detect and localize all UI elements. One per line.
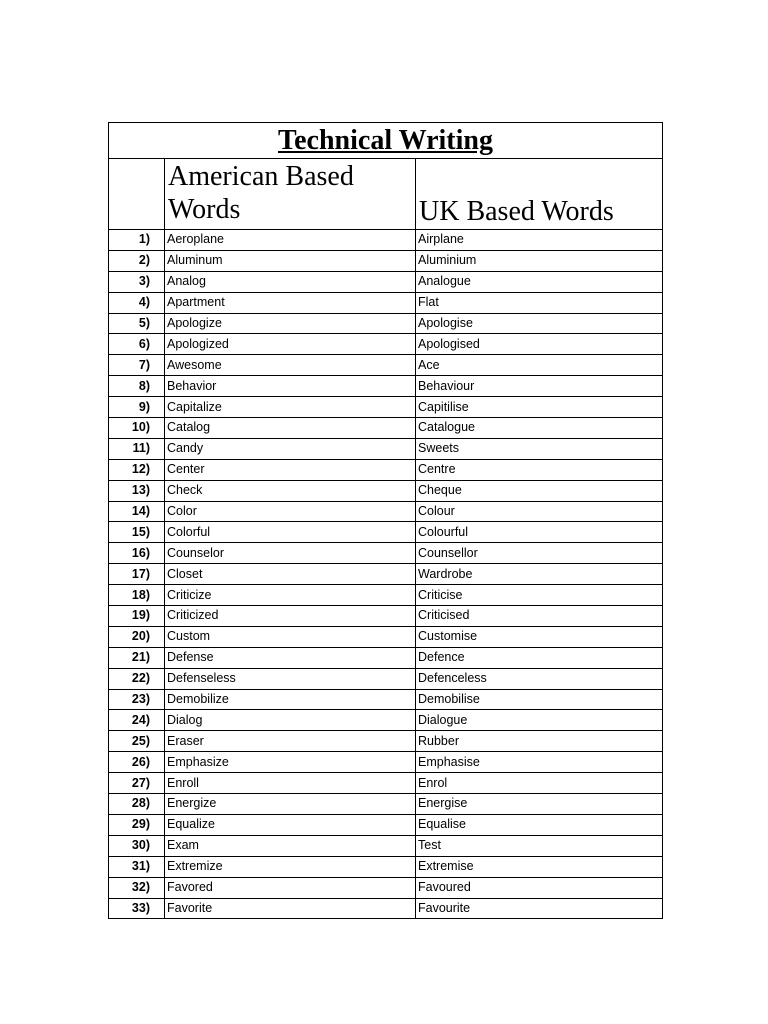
uk-word: Customise — [416, 626, 663, 647]
uk-word: Energise — [416, 794, 663, 815]
table-row — [109, 480, 663, 501]
table-row — [109, 710, 663, 731]
uk-word: Apologised — [416, 334, 663, 355]
row-number: 30) — [109, 835, 165, 856]
row-number: 28) — [109, 794, 165, 815]
uk-column-header: UK Based Words — [416, 159, 663, 230]
table-row — [109, 564, 663, 585]
american-word: Custom — [165, 626, 416, 647]
uk-word: Counsellor — [416, 543, 663, 564]
uk-word: Apologise — [416, 313, 663, 334]
american-word: Criticize — [165, 585, 416, 606]
uk-word: Flat — [416, 292, 663, 313]
uk-word: Enrol — [416, 773, 663, 794]
american-word: Enroll — [165, 773, 416, 794]
uk-word: Airplane — [416, 230, 663, 251]
number-column-header — [109, 159, 165, 230]
uk-word: Criticised — [416, 606, 663, 627]
american-word: Awesome — [165, 355, 416, 376]
american-word: Center — [165, 459, 416, 480]
row-number: 24) — [109, 710, 165, 731]
row-number: 14) — [109, 501, 165, 522]
uk-word: Sweets — [416, 438, 663, 459]
american-word: Emphasize — [165, 752, 416, 773]
uk-word: Test — [416, 835, 663, 856]
row-number: 8) — [109, 376, 165, 397]
uk-word: Capitilise — [416, 397, 663, 418]
american-word: Analog — [165, 271, 416, 292]
table-row — [109, 438, 663, 459]
table-row — [109, 856, 663, 877]
uk-word: Defence — [416, 647, 663, 668]
american-word: Equalize — [165, 814, 416, 835]
row-number: 29) — [109, 814, 165, 835]
table-row — [109, 271, 663, 292]
table-row — [109, 752, 663, 773]
american-word: Color — [165, 501, 416, 522]
table-row — [109, 418, 663, 439]
table-row — [109, 668, 663, 689]
uk-word: Equalise — [416, 814, 663, 835]
row-number: 6) — [109, 334, 165, 355]
american-word: Colorful — [165, 522, 416, 543]
row-number: 20) — [109, 626, 165, 647]
american-word: Apologize — [165, 313, 416, 334]
american-word: Criticized — [165, 606, 416, 627]
row-number: 19) — [109, 606, 165, 627]
uk-word: Favourite — [416, 898, 663, 919]
row-number: 5) — [109, 313, 165, 334]
uk-word: Extremise — [416, 856, 663, 877]
table-row — [109, 543, 663, 564]
uk-word: Ace — [416, 355, 663, 376]
table-row — [109, 501, 663, 522]
uk-word: Defenceless — [416, 668, 663, 689]
row-number: 3) — [109, 271, 165, 292]
american-word: Aluminum — [165, 250, 416, 271]
row-number: 26) — [109, 752, 165, 773]
american-word: Energize — [165, 794, 416, 815]
american-word: Defenseless — [165, 668, 416, 689]
row-number: 22) — [109, 668, 165, 689]
american-word: Capitalize — [165, 397, 416, 418]
row-number: 4) — [109, 292, 165, 313]
american-word: Defense — [165, 647, 416, 668]
word-comparison-table — [108, 122, 663, 919]
table-row — [109, 355, 663, 376]
american-word: Check — [165, 480, 416, 501]
american-word: Extremize — [165, 856, 416, 877]
american-word: Favored — [165, 877, 416, 898]
table-row — [109, 606, 663, 627]
table-row — [109, 397, 663, 418]
row-number: 27) — [109, 773, 165, 794]
table-body — [109, 123, 663, 919]
american-word: Exam — [165, 835, 416, 856]
american-word: Apartment — [165, 292, 416, 313]
table-row — [109, 376, 663, 397]
header-row — [109, 159, 663, 230]
uk-word: Colourful — [416, 522, 663, 543]
american-word: Favorite — [165, 898, 416, 919]
table-row — [109, 835, 663, 856]
table-row — [109, 585, 663, 606]
row-number: 18) — [109, 585, 165, 606]
table-row — [109, 731, 663, 752]
title-row — [109, 123, 663, 159]
table-row — [109, 647, 663, 668]
row-number: 23) — [109, 689, 165, 710]
table-row — [109, 794, 663, 815]
uk-word: Wardrobe — [416, 564, 663, 585]
table-row — [109, 773, 663, 794]
row-number: 32) — [109, 877, 165, 898]
uk-word: Rubber — [416, 731, 663, 752]
table-row — [109, 689, 663, 710]
table-row — [109, 814, 663, 835]
table-row — [109, 459, 663, 480]
table-row — [109, 877, 663, 898]
table-row — [109, 626, 663, 647]
row-number: 2) — [109, 250, 165, 271]
row-number: 25) — [109, 731, 165, 752]
american-word: Candy — [165, 438, 416, 459]
table-row — [109, 522, 663, 543]
american-column-header: American Based Words — [165, 159, 416, 230]
uk-word: Favoured — [416, 877, 663, 898]
row-number: 33) — [109, 898, 165, 919]
american-word: Closet — [165, 564, 416, 585]
uk-word: Cheque — [416, 480, 663, 501]
row-number: 11) — [109, 438, 165, 459]
row-number: 12) — [109, 459, 165, 480]
row-number: 15) — [109, 522, 165, 543]
document-title: Technical Writing — [109, 123, 663, 159]
uk-word: Analogue — [416, 271, 663, 292]
row-number: 10) — [109, 418, 165, 439]
uk-word: Demobilise — [416, 689, 663, 710]
row-number: 9) — [109, 397, 165, 418]
table-row — [109, 898, 663, 919]
american-word: Dialog — [165, 710, 416, 731]
american-word: Eraser — [165, 731, 416, 752]
american-word: Apologized — [165, 334, 416, 355]
american-word: Catalog — [165, 418, 416, 439]
uk-word: Criticise — [416, 585, 663, 606]
uk-word: Dialogue — [416, 710, 663, 731]
table-row — [109, 292, 663, 313]
uk-word: Behaviour — [416, 376, 663, 397]
american-word: Demobilize — [165, 689, 416, 710]
american-word: Counselor — [165, 543, 416, 564]
uk-word: Catalogue — [416, 418, 663, 439]
uk-word: Colour — [416, 501, 663, 522]
row-number: 17) — [109, 564, 165, 585]
american-word: Behavior — [165, 376, 416, 397]
table-row — [109, 334, 663, 355]
uk-word: Centre — [416, 459, 663, 480]
table-row — [109, 250, 663, 271]
american-word: Aeroplane — [165, 230, 416, 251]
row-number: 31) — [109, 856, 165, 877]
row-number: 16) — [109, 543, 165, 564]
uk-word: Aluminium — [416, 250, 663, 271]
uk-word: Emphasise — [416, 752, 663, 773]
row-number: 13) — [109, 480, 165, 501]
row-number: 7) — [109, 355, 165, 376]
row-number: 21) — [109, 647, 165, 668]
table-row — [109, 313, 663, 334]
table-row — [109, 230, 663, 251]
row-number: 1) — [109, 230, 165, 251]
